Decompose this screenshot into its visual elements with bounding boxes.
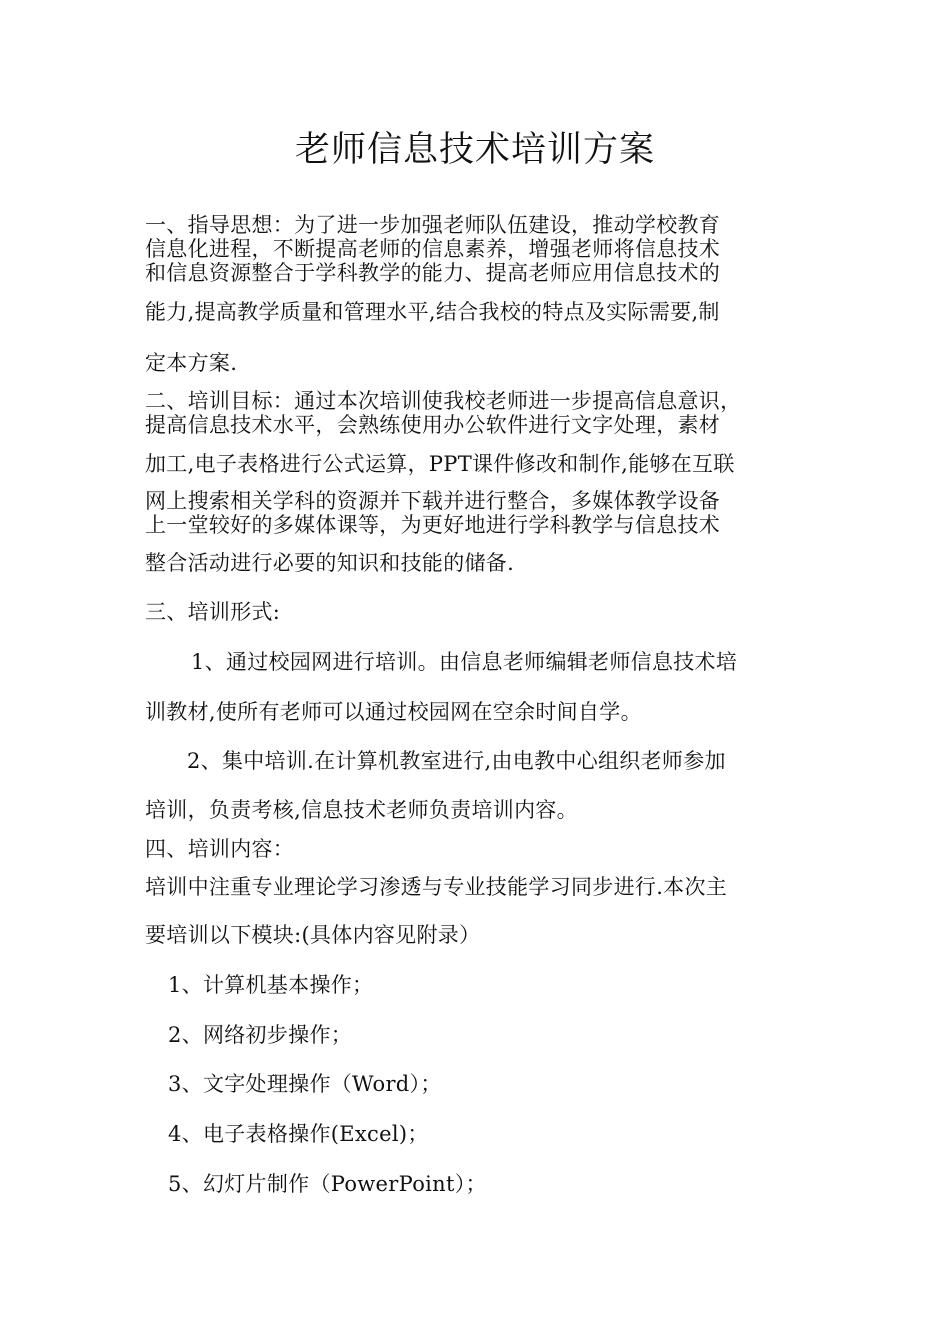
paragraph-goal-line-4: 网上搜索相关学科的资源并下载并进行整合，多媒体教学设备 [145, 489, 721, 513]
module-item-4: 4、电子表格操作(Excel)； [168, 1122, 429, 1146]
paragraph-guiding-line-4: 能力,提高教学质量和管理水平,结合我校的特点及实际需要,制 [145, 300, 720, 324]
paragraph-guiding-line-3: 和信息资源整合于学科教学的能力、提高老师应用信息技术的 [145, 261, 721, 285]
content-intro-line-1: 培训中注重专业理论学习渗透与专业技能学习同步进行.本次主 [145, 875, 728, 899]
paragraph-goal-line-3: 加工,电子表格进行公式运算，PPT课件修改和制作,能够在互联 [145, 452, 735, 476]
module-item-1: 1、计算机基本操作； [168, 973, 374, 997]
module-item-2: 2、网络初步操作； [168, 1023, 353, 1047]
form-item-2-line-1: 2、集中培训.在计算机教室进行,由电教中心组织老师参加 [187, 749, 726, 773]
heading-training-form: 三、培训形式: [145, 600, 281, 624]
document-title: 老师信息技术培训方案 [294, 130, 655, 170]
paragraph-guiding-line-5: 定本方案. [145, 351, 238, 375]
paragraph-guiding-line-1: 一、指导思想：为了进一步加强老师队伍建设，推动学校教育 [145, 213, 721, 237]
module-item-5: 5、幻灯片制作（PowerPoint）； [168, 1172, 487, 1196]
form-item-2-line-2: 培训，负责考核,信息技术老师负责培训内容。 [145, 798, 578, 822]
form-item-1-line-2: 训教材,使所有老师可以通过校园网在空余时间自学。 [145, 700, 642, 724]
paragraph-goal-line-5: 上一堂较好的多媒体课等，为更好地进行学科教学与信息技术 [145, 513, 721, 537]
paragraph-guiding-line-2: 信息化进程，不断提高老师的信息素养，增强老师将信息技术 [145, 237, 721, 261]
paragraph-goal-line-6: 整合活动进行必要的知识和技能的储备. [145, 551, 515, 575]
paragraph-goal-line-2: 提高信息技术水平，会熟练使用办公软件进行文字处理，素材 [145, 413, 721, 437]
content-intro-line-2: 要培训以下模块:(具体内容见附录） [145, 923, 481, 947]
module-item-3: 3、文字处理操作（Word）； [168, 1072, 442, 1096]
form-item-1-line-1: 1、通过校园网进行培训。由信息老师编辑老师信息技术培 [191, 650, 738, 674]
heading-training-content: 四、培训内容： [145, 837, 295, 861]
paragraph-goal-line-1: 二、培训目标：通过本次培训使我校老师进一步提高信息意识， [145, 389, 742, 413]
